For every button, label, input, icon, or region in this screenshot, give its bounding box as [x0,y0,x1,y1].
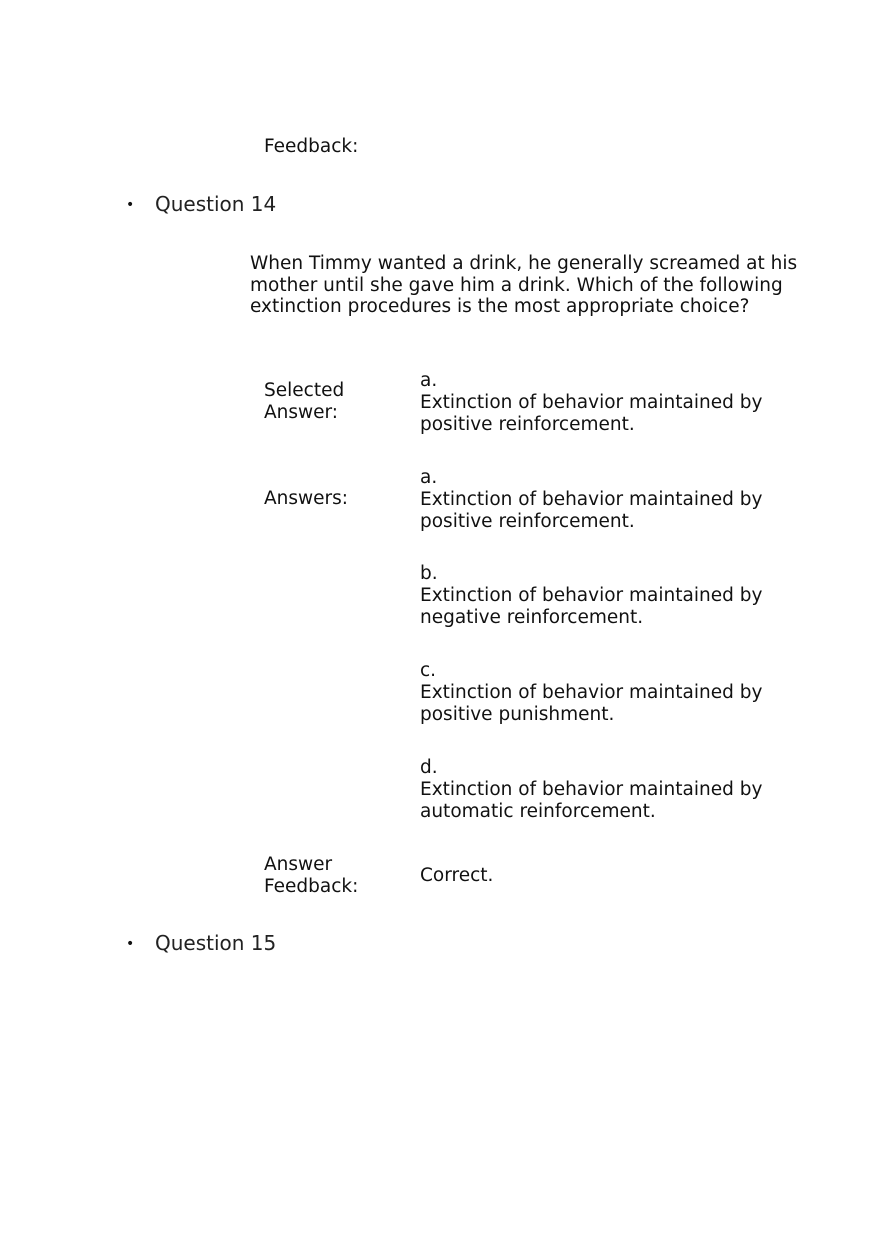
selected-answer-label-line1: Selected [264,380,345,401]
selected-answer-label-line2: Answer: [264,402,339,423]
selected-answer-text-line2: positive reinforcement. [420,414,635,435]
question-15-heading[interactable]: Question 15 [155,931,277,955]
selected-answer-label [264,380,344,424]
answers-label: Answers: [264,488,349,509]
question-15-bullet: • [126,936,135,952]
answer-feedback-value: Correct. [420,865,494,886]
selected-answer-letter: a. [420,370,438,391]
question-14-heading[interactable]: Question 14 [155,192,277,216]
answer-option-c [420,660,820,726]
selected-answer [420,370,820,436]
answer-option-text-line1: Extinction of behavior maintained by [420,779,763,800]
answer-option-b [420,563,820,629]
answer-option-text-line2: positive punishment. [420,704,615,725]
answer-option-letter: c. [420,660,437,681]
answer-option-text-line1: Extinction of behavior maintained by [420,682,763,703]
answer-option-text-line2: negative reinforcement. [420,607,644,628]
answer-option-text-line2: automatic reinforcement. [420,801,656,822]
answer-option-d [420,757,820,823]
answer-option-text-line1: Extinction of behavior maintained by [420,585,763,606]
answer-option-letter: d. [420,757,438,778]
question-14-bullet: • [126,197,135,213]
answer-option-a [420,467,820,533]
answer-feedback-label [264,854,358,898]
previous-feedback-label: Feedback: [264,136,359,157]
answer-option-text-line1: Extinction of behavior maintained by [420,489,763,510]
answer-option-text-line2: positive reinforcement. [420,511,635,532]
answer-feedback-label-line2: Feedback: [264,876,359,897]
question-14-text: When Timmy wanted a drink, he generally screamed at his mother until she gave him a drink. Which of the following extinction procedures is the most appropriate choice? [250,253,798,317]
answer-option-letter: b. [420,563,438,584]
answer-feedback-label-line1: Answer [264,854,333,875]
answer-option-letter: a. [420,467,438,488]
selected-answer-text-line1: Extinction of behavior maintained by [420,392,763,413]
